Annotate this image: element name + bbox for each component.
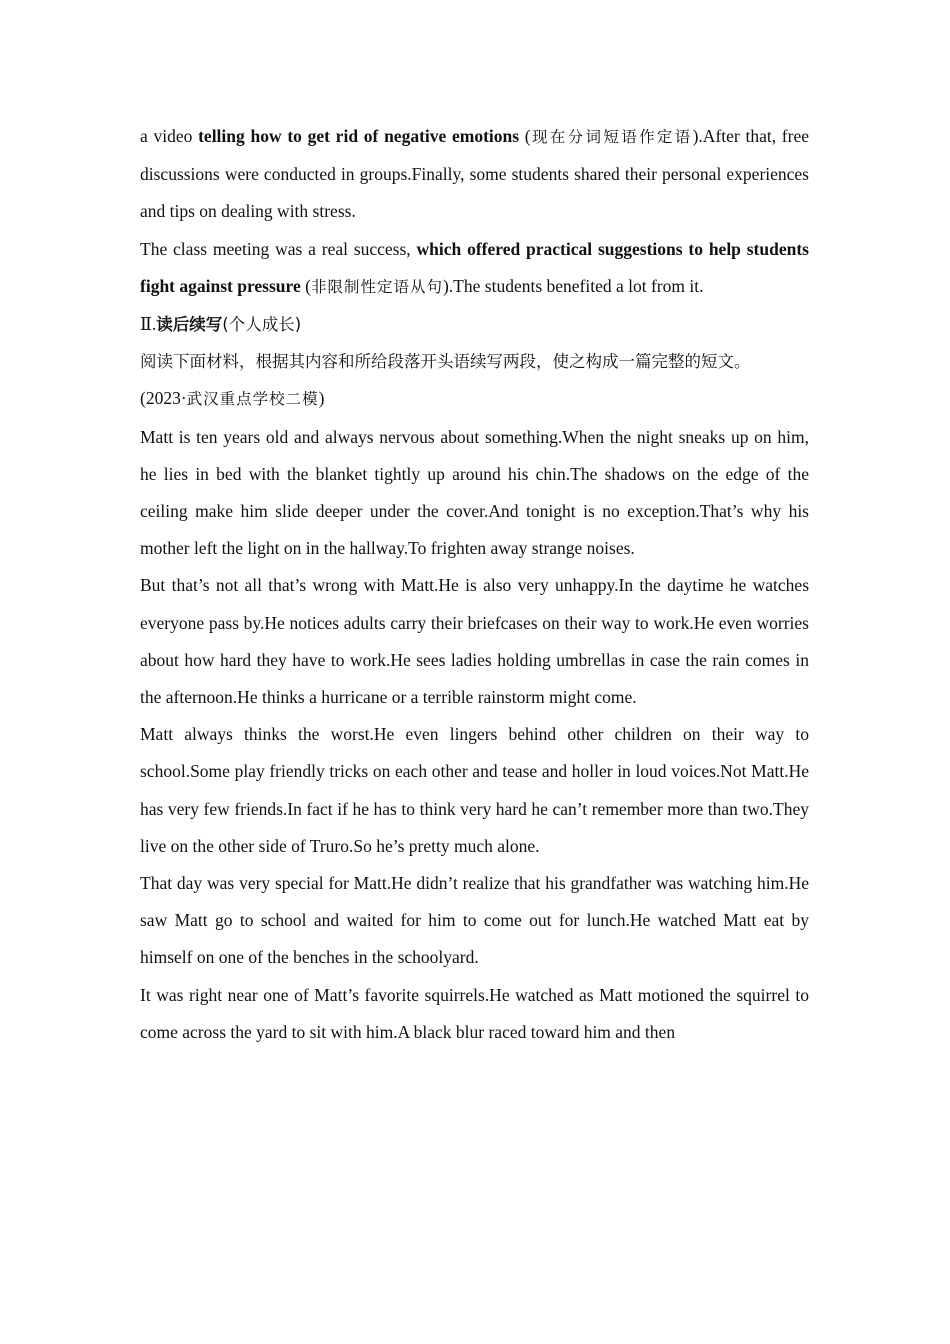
- section-numeral: Ⅱ.: [140, 314, 157, 335]
- story-paragraph: Matt is ten years old and always nervous about something.When the night sneaks up on him, he lies in bed with the blanket tightly up around his chin.The shadows on the edge of the ceiling make him slide deeper under the cover.And tonight is no exception.That’s why his mother left the light on in the hallway.To frighten away strange noises.: [140, 426, 809, 559]
- story-paragraph: It was right near one of Matt’s favorite squirrels.He watched as Matt motioned the squirrel to come across the yard to sit with him.A black blur raced toward him and then: [140, 984, 809, 1042]
- source-name: 武汉重点学校二模: [186, 390, 319, 409]
- paragraph-class-meeting: [140, 231, 809, 306]
- bold-phrase: which offered practical suggestions to help students fight against pressure: [140, 238, 809, 296]
- text-run: ).After that, free discussions were conducted in groups.Finally, some students shared their personal experiences and tips on dealing with stress.: [140, 126, 809, 222]
- section-subtitle: (个人成长): [222, 315, 302, 335]
- source-suffix: ): [318, 388, 325, 409]
- story-paragraph: But that’s not all that’s wrong with Matt.He is also very unhappy.In the daytime he watches everyone pass by.He notices adults carry their briefcases on their way to work.He even worries about how hard they have to work.He sees ladies holding umbrellas in case the rain comes in the afternoon.He thinks a hurricane or a terrible rainstorm might come.: [140, 575, 809, 708]
- source-line: [140, 380, 809, 418]
- text-run: ).The students benefited a lot from it.: [442, 275, 704, 296]
- text-run: The class meeting was a real success,: [140, 238, 417, 259]
- grammar-note: 非限制性定语从句: [310, 277, 443, 296]
- document-page: [140, 118, 809, 1051]
- source-prefix: (2023·: [140, 388, 187, 409]
- section-heading: [140, 306, 809, 343]
- instruction-text: 阅读下面材料，根据其内容和所给段落开头语续写两段，使之构成一篇完整的短文。: [140, 352, 751, 372]
- text-run: a video: [140, 126, 199, 146]
- grammar-note: 现在分词短语作定语: [530, 128, 693, 146]
- paragraph-video: [140, 118, 809, 231]
- story-paragraph: That day was very special for Matt.He didn’t realize that his grandfather was watching him.He saw Matt go to school and waited for him to come out for lunch.He watched Matt eat by himself on one of the benches in the schoolyard.: [140, 873, 809, 968]
- text-run: (: [519, 126, 531, 146]
- text-run: (: [300, 275, 311, 296]
- story-paragraph: Matt always thinks the worst.He even lingers behind other children on their way to school.Some play friendly tricks on each other and tease and holler in loud voices.Not Matt.He has very few friends.In fact if he has to think very hard he can’t remember more than two.They live on the other side of Truro.So he’s pretty much alone.: [140, 724, 809, 856]
- bold-phrase: telling how to get rid of negative emotions: [198, 126, 520, 146]
- section-title: 读后续写: [156, 315, 223, 335]
